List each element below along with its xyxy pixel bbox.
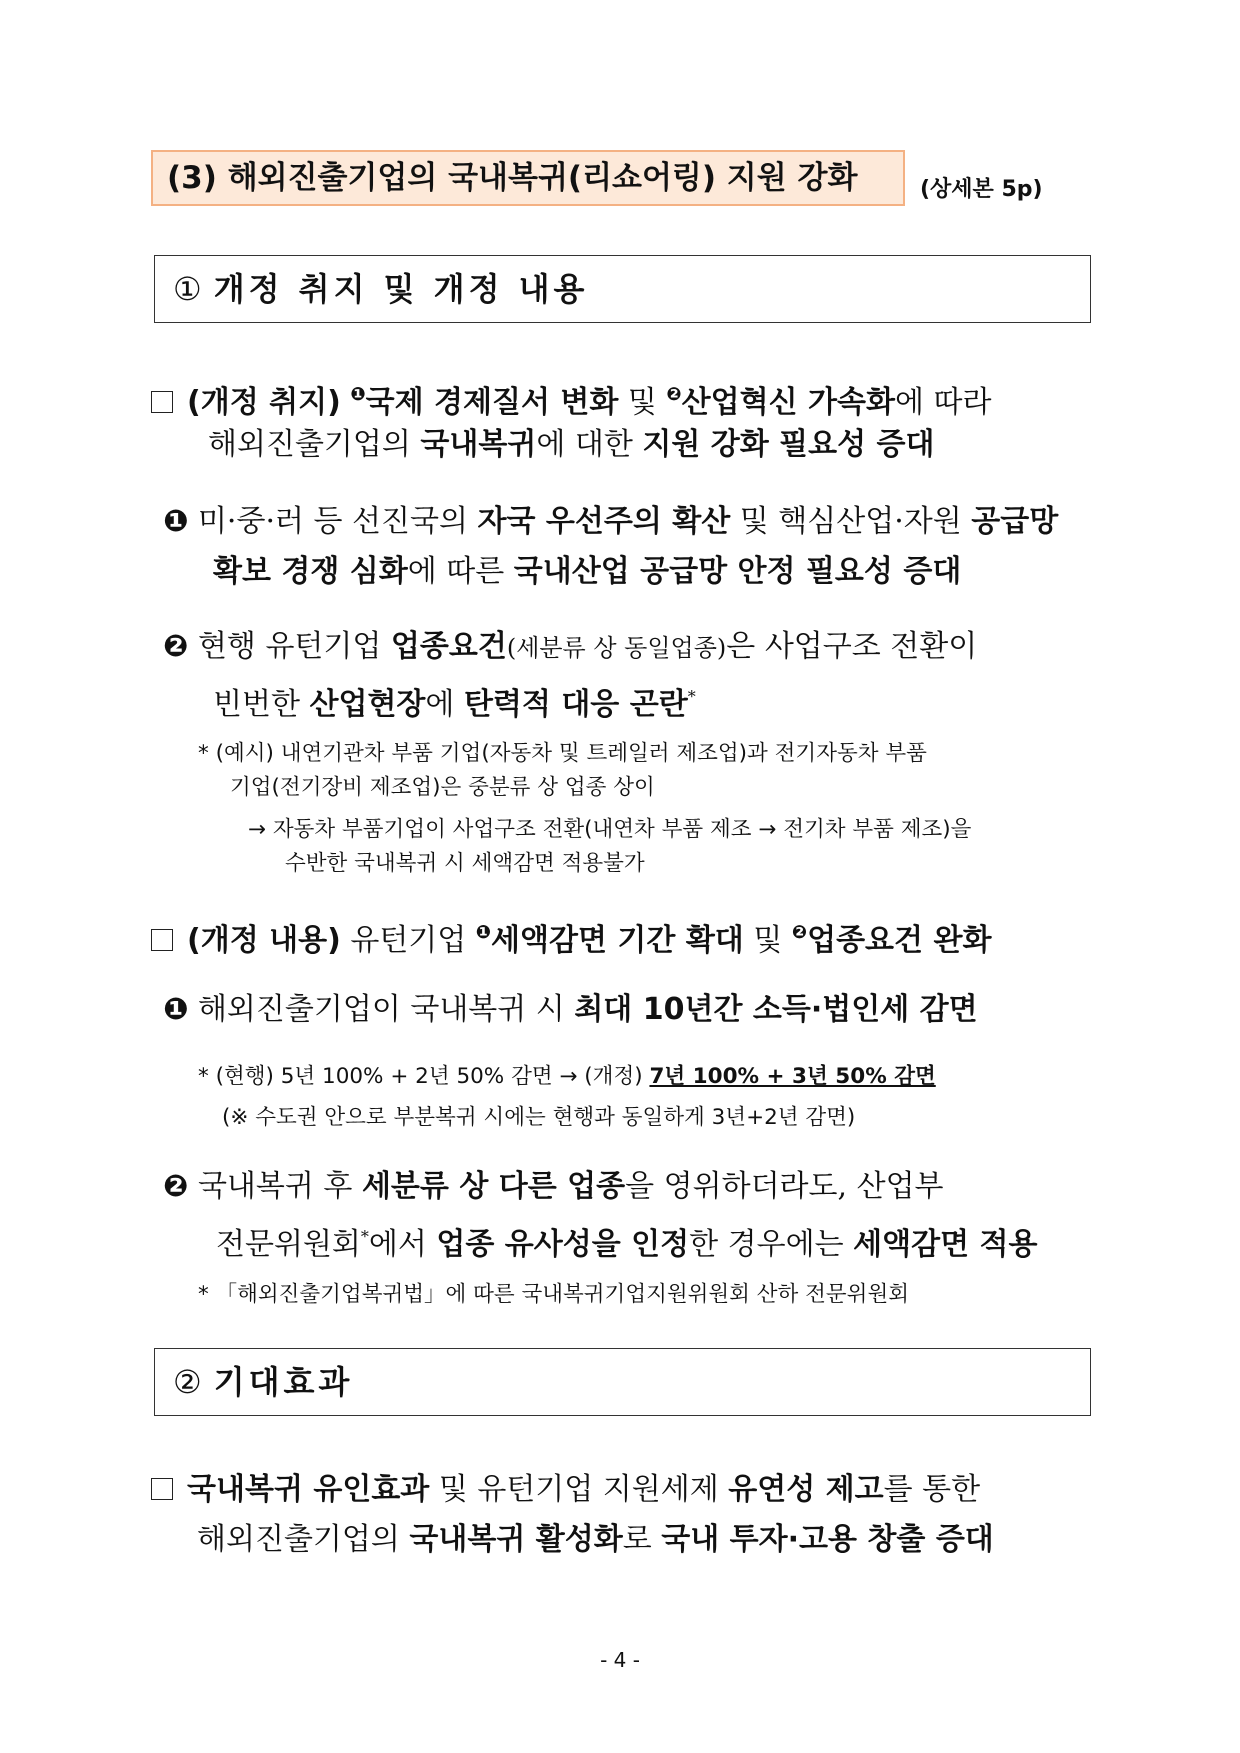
content-label: (개정 내용) bbox=[187, 923, 341, 958]
box-title: 기대효과 bbox=[213, 1363, 354, 1401]
note-1-line-1: * (예시) 내연기관차 부품 기업(자동차 및 트레일러 제조업)과 전기자동차 부품 bbox=[198, 741, 927, 766]
marker-1-icon: ❶ bbox=[475, 922, 492, 943]
emphasis: 공급망 bbox=[971, 504, 1059, 539]
text: 에서 bbox=[368, 1227, 437, 1262]
emphasis: 자국 우선주의 확산 bbox=[477, 504, 731, 539]
emphasis: 확보 경쟁 심화 bbox=[213, 554, 408, 589]
text: 및 유턴기업 지원세제 bbox=[429, 1472, 729, 1507]
item-2-line-1 bbox=[163, 622, 977, 673]
item-4-line-2 bbox=[216, 1212, 1037, 1270]
purpose-reason-2: 산업혁신 가속화 bbox=[681, 385, 895, 420]
box-number: ② bbox=[173, 1363, 202, 1401]
text: 을 영위하더라도, 산업부 bbox=[625, 1169, 944, 1204]
item-2-line-2 bbox=[213, 672, 696, 730]
text: 전문위원회 bbox=[216, 1227, 361, 1262]
purpose-line-2 bbox=[208, 420, 935, 470]
box-heading-effect bbox=[154, 1348, 1091, 1416]
note-2-line-2: (※ 수도권 안으로 부분복귀 시에는 현행과 동일하게 3년+2년 감면) bbox=[222, 1105, 856, 1130]
number-1-icon: ❶ bbox=[163, 992, 189, 1027]
effect-line-2 bbox=[197, 1515, 994, 1565]
note-1-line-4: 수반한 국내복귀 시 세액감면 적용불가 bbox=[285, 851, 645, 876]
checkbox-square-icon bbox=[151, 929, 173, 951]
note-1-line-3: → 자동차 부품기업이 사업구조 전환(내연차 부품 제조 → 전기차 부품 제조)을 bbox=[248, 817, 972, 842]
marker-2-icon: ❷ bbox=[666, 384, 682, 405]
box-title: 개정 취지 및 개정 내용 bbox=[213, 270, 589, 308]
emphasis: 국내산업 공급망 안정 필요성 증대 bbox=[513, 554, 962, 589]
text: 로 bbox=[622, 1522, 662, 1557]
marker-1-icon: ❶ bbox=[350, 384, 366, 405]
text: 를 통한 bbox=[883, 1472, 981, 1507]
emphasis: 업종 유사성을 인정 bbox=[436, 1227, 690, 1262]
emphasis: 세액감면 기간 확대 bbox=[491, 923, 744, 958]
emphasis: 산업현장 bbox=[309, 687, 426, 722]
checkbox-square-icon bbox=[151, 391, 173, 413]
text: 해외진출기업의 bbox=[197, 1522, 410, 1557]
underlined-emphasis: 7년 100% + 3년 50% 감면 bbox=[649, 1064, 936, 1089]
marker-2-icon: ❷ bbox=[791, 922, 808, 943]
item-1-line-1 bbox=[163, 497, 1058, 547]
footnote-marker: * bbox=[687, 687, 696, 706]
note-3: * 「해외진출기업복귀법」에 따른 국내복귀기업지원위원회 산하 전문위원회 bbox=[198, 1282, 909, 1307]
item-1-line-2 bbox=[213, 547, 961, 597]
number-2-icon: ❷ bbox=[163, 1169, 189, 1204]
emphasis: 국내 투자·고용 창출 증대 bbox=[661, 1522, 994, 1557]
box-heading-purpose bbox=[154, 255, 1091, 323]
text: 에 따른 bbox=[407, 554, 514, 589]
checkbox-square-icon bbox=[151, 1478, 173, 1500]
text: 유턴기업 bbox=[340, 923, 476, 958]
text: 및 bbox=[743, 923, 792, 958]
note-2-line-1 bbox=[198, 1060, 936, 1094]
emphasis: 탄력적 대응 곤란 bbox=[463, 687, 688, 722]
text: 에 bbox=[425, 687, 464, 722]
text: (세분류 상 동일업종) bbox=[506, 634, 727, 662]
emphasis: 국내복귀 유인효과 bbox=[187, 1472, 430, 1507]
purpose-label: (개정 취지) bbox=[187, 385, 341, 420]
section-reference: (상세본 5p) bbox=[920, 177, 1043, 202]
text: 에 대한 bbox=[536, 427, 643, 462]
emphasis: 유연성 제고 bbox=[728, 1472, 884, 1507]
text: 해외진출기업이 국내복귀 시 bbox=[197, 992, 575, 1027]
section-title: (3) 해외진출기업의 국내복귀(리쇼어링) 지원 강화 bbox=[151, 150, 905, 206]
text: 에 따라 bbox=[894, 385, 992, 420]
number-2-icon: ❷ bbox=[163, 629, 189, 664]
number-1-icon: ❶ bbox=[163, 504, 189, 539]
text: 은 사업구조 전환이 bbox=[726, 629, 978, 664]
note-1-line-2: 기업(전기장비 제조업)은 중분류 상 업종 상이 bbox=[230, 775, 655, 800]
emphasis: 업종요건 bbox=[390, 629, 507, 664]
effect-line-1 bbox=[151, 1465, 980, 1515]
text: 국내복귀 후 bbox=[197, 1169, 362, 1204]
footnote-marker: * bbox=[360, 1227, 369, 1246]
emphasis: 최대 10년간 소득·법인세 감면 bbox=[574, 992, 978, 1027]
text: 및 핵심산업·자원 bbox=[730, 504, 972, 539]
item-4-line-1 bbox=[163, 1162, 944, 1212]
page-number: - 4 - bbox=[600, 1648, 640, 1672]
emphasis: 국내복귀 활성화 bbox=[409, 1522, 623, 1557]
item-3-line bbox=[163, 985, 978, 1035]
emphasis: 업종요건 완화 bbox=[807, 923, 992, 958]
text: * (현행) 5년 100% + 2년 50% 감면 → (개정) bbox=[198, 1064, 650, 1089]
emphasis: 세액감면 적용 bbox=[853, 1227, 1038, 1262]
text: 및 bbox=[618, 385, 667, 420]
text: 해외진출기업의 bbox=[208, 427, 421, 462]
text: 현행 유턴기업 bbox=[197, 629, 391, 664]
text: 미·중·러 등 선진국의 bbox=[197, 504, 478, 539]
emphasis: 국내복귀 bbox=[420, 427, 537, 462]
text: 한 경우에는 bbox=[689, 1227, 854, 1262]
emphasis: 지원 강화 필요성 증대 bbox=[642, 427, 935, 462]
text: 빈번한 bbox=[213, 687, 310, 722]
box-number: ① bbox=[173, 270, 202, 308]
content-line bbox=[151, 908, 991, 966]
emphasis: 세분류 상 다른 업종 bbox=[361, 1169, 626, 1204]
purpose-reason-1: 국제 경제질서 변화 bbox=[365, 385, 619, 420]
